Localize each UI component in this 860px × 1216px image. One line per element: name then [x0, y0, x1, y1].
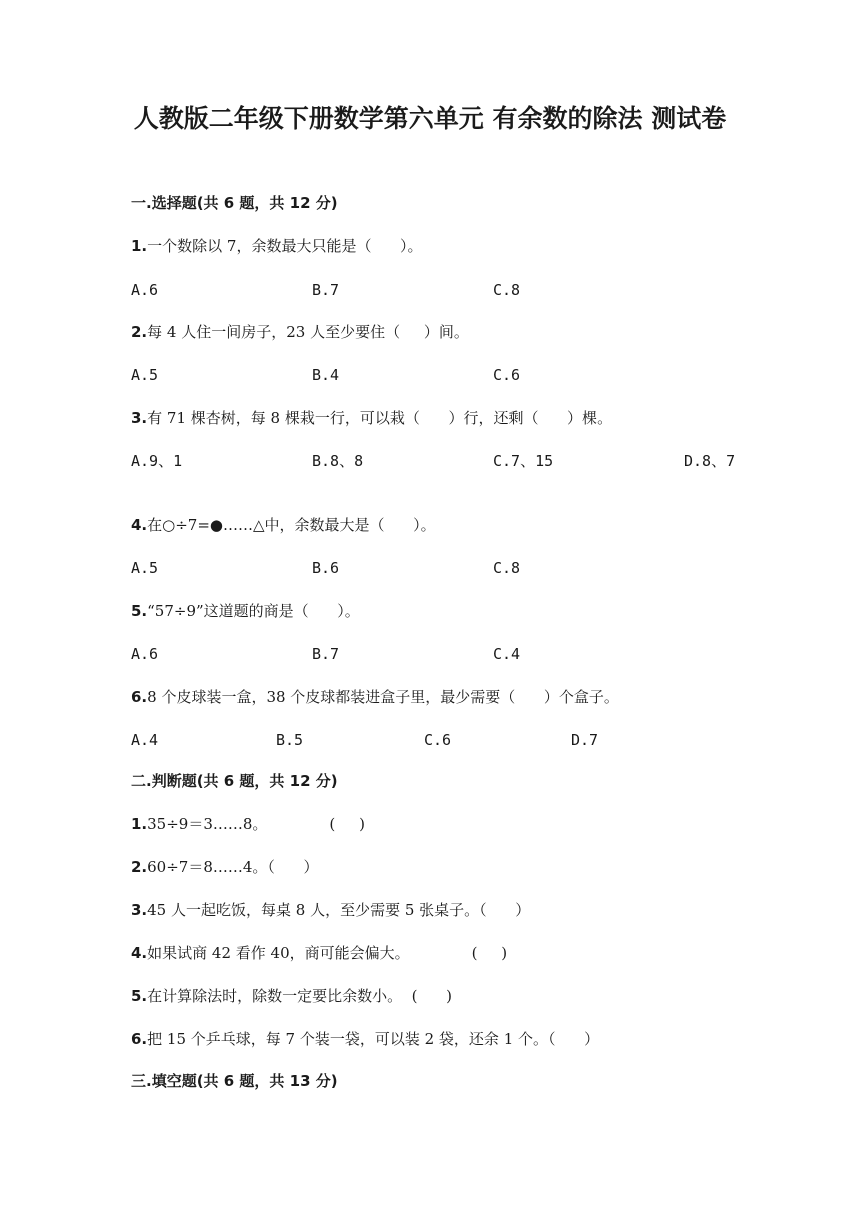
question-number: 4. — [131, 944, 148, 962]
question-1 — [131, 235, 423, 257]
question-text: 有 71 棵杏树，每 8 棵栽一行，可以栽（ ）行，还剩（ ）棵。 — [147, 409, 613, 427]
option-c: C.7、15 — [493, 452, 554, 470]
option-b: B.7 — [312, 281, 340, 299]
question-text: 在计算除法时，除数一定要比余数小。 ( ) — [147, 987, 452, 1005]
question-number: 3. — [131, 901, 148, 919]
judge-5 — [131, 985, 452, 1007]
question-text: 45 人一起吃饭，每桌 8 人，至少需要 5 张桌子。（ ） — [147, 901, 531, 919]
question-number: 4. — [131, 516, 148, 534]
judge-1 — [131, 813, 365, 835]
question-5 — [131, 600, 360, 622]
question-text: “57÷9”这道题的商是（ ）。 — [147, 602, 360, 620]
judge-3 — [131, 899, 530, 921]
section-heading-fill: 三.填空题(共 6 题，共 13 分) — [131, 1072, 338, 1090]
option-a: A.5 — [131, 366, 159, 384]
question-text: 8 个皮球装一盒，38 个皮球都装进盒子里，最少需要（ ）个盒子。 — [147, 688, 619, 706]
question-number: 2. — [131, 858, 148, 876]
judge-4 — [131, 942, 507, 964]
option-c: C.6 — [493, 366, 521, 384]
option-a: A.9、1 — [131, 452, 183, 470]
option-c: C.8 — [493, 281, 521, 299]
question-text: 在○÷7=●……△中，余数最大是（ ）。 — [147, 516, 436, 534]
judge-6 — [131, 1028, 599, 1050]
option-c: C.6 — [424, 731, 452, 749]
question-number: 6. — [131, 1030, 148, 1048]
option-d: D.7 — [571, 731, 599, 749]
option-d: D.8、7 — [684, 452, 736, 470]
question-number: 6. — [131, 688, 148, 706]
option-c: C.8 — [493, 559, 521, 577]
section-heading-judge: 二.判断题(共 6 题，共 12 分) — [131, 772, 338, 790]
question-number: 1. — [131, 237, 148, 255]
option-a: A.4 — [131, 731, 159, 749]
option-c: C.4 — [493, 645, 521, 663]
option-b: B.4 — [312, 366, 340, 384]
question-text: 每 4 人住一间房子，23 人至少要住（ ）间。 — [147, 323, 469, 341]
question-text: 60÷7＝8……4。（ ） — [147, 858, 319, 876]
question-number: 3. — [131, 409, 148, 427]
question-2 — [131, 321, 469, 343]
question-3 — [131, 407, 612, 429]
option-b: B.8、8 — [312, 452, 364, 470]
judge-2 — [131, 856, 319, 878]
question-number: 5. — [131, 602, 148, 620]
question-text: 35÷9＝3……8。 ( ) — [147, 815, 365, 833]
section-heading-choice: 一.选择题(共 6 题，共 12 分) — [131, 194, 338, 212]
page-title: 人教版二年级下册数学第六单元 有余数的除法 测试卷 — [133, 104, 727, 133]
question-text: 如果试商 42 看作 40，商可能会偏大。 ( ) — [147, 944, 508, 962]
option-a: A.6 — [131, 281, 159, 299]
question-text: 一个数除以 7，余数最大只能是（ ）。 — [147, 237, 423, 255]
option-b: B.7 — [312, 645, 340, 663]
question-text: 把 15 个乒乓球，每 7 个装一袋，可以装 2 袋，还余 1 个。（ ） — [147, 1030, 600, 1048]
question-4 — [131, 514, 436, 536]
question-number: 5. — [131, 987, 148, 1005]
option-a: A.6 — [131, 645, 159, 663]
option-a: A.5 — [131, 559, 159, 577]
question-number: 2. — [131, 323, 148, 341]
option-b: B.6 — [312, 559, 340, 577]
question-6 — [131, 686, 619, 708]
option-b: B.5 — [276, 731, 304, 749]
question-number: 1. — [131, 815, 148, 833]
